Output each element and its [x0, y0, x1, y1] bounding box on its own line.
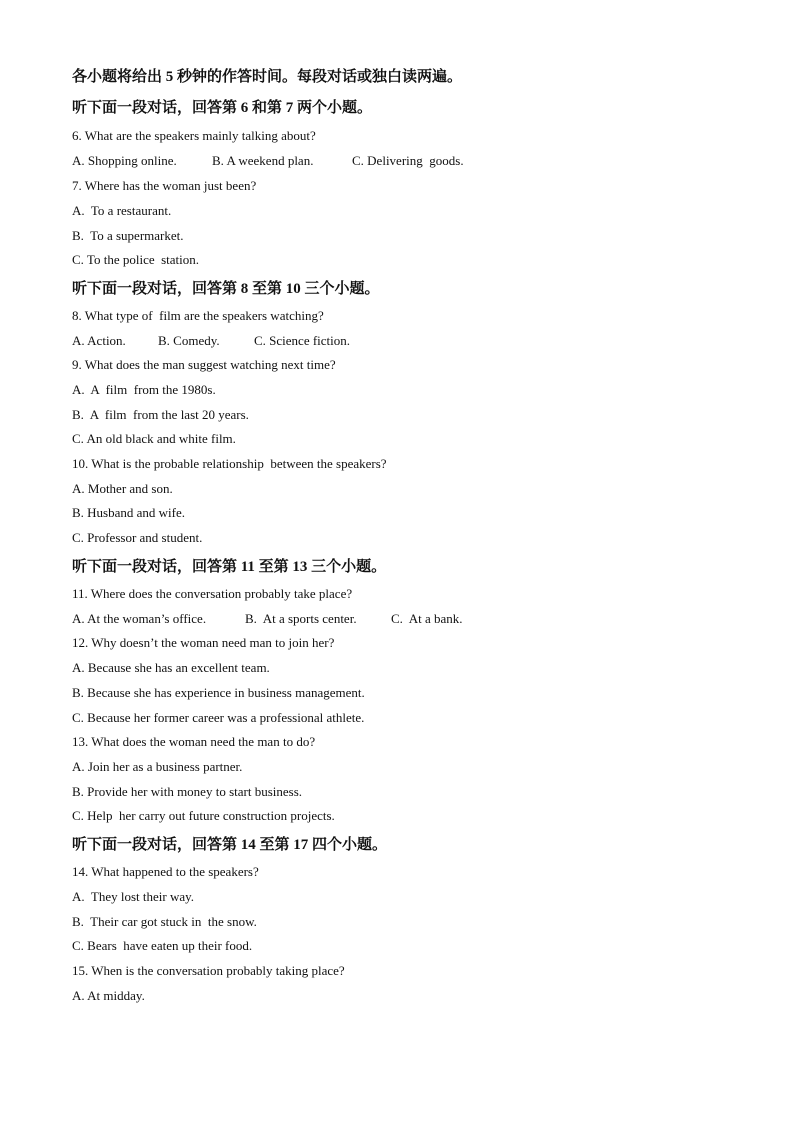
answer-option: B. A film from the last 20 years. [72, 407, 249, 422]
answer-option: C. At a bank. [391, 611, 463, 626]
answer-option: C. Delivering goods. [352, 153, 464, 168]
answer-option: C. Help her carry out future construction projects. [72, 808, 335, 823]
question-text: 6. What are the speakers mainly talking about? [72, 128, 316, 143]
question-text: 14. What happened to the speakers? [72, 864, 259, 879]
answer-option: A. Mother and son. [72, 481, 173, 496]
question-text: 11. Where does the conversation probably take place? [72, 586, 353, 601]
section-heading: 各小题将给出 5 秒钟的作答时间。每段对话或独白读两遍。 [72, 69, 463, 85]
answer-option: A. Because she has an excellent team. [72, 660, 270, 675]
answer-option: A. Join her as a business partner. [72, 759, 243, 774]
question-text: 15. When is the conversation probably taking place? [72, 963, 345, 978]
answer-option: B. A weekend plan. [212, 153, 314, 168]
section-heading: 听下面一段对话，回答第 14 至第 17 四个小题。 [72, 837, 388, 853]
answer-option: C. To the police station. [72, 252, 200, 267]
answer-option: B. Comedy. [158, 333, 220, 348]
answer-option: A. At midday. [72, 988, 145, 1003]
answer-option: C. Science fiction. [254, 333, 351, 348]
answer-option: B. To a supermarket. [72, 228, 184, 243]
question-text: 12. Why doesn’t the woman need man to join her? [72, 635, 335, 650]
answer-option: B. Their car got stuck in the snow. [72, 914, 257, 929]
section-heading: 听下面一段对话，回答第 6 和第 7 两个小题。 [72, 100, 373, 116]
question-text: 9. What does the man suggest watching next time? [72, 357, 336, 372]
question-text: 7. Where has the woman just been? [72, 178, 257, 193]
answer-option: B. At a sports center. [245, 611, 357, 626]
answer-option: A. Shopping online. [72, 153, 177, 168]
section-heading: 听下面一段对话，回答第 8 至第 10 三个小题。 [72, 281, 380, 297]
answer-option: B. Because she has experience in business management. [72, 685, 365, 700]
answer-option: A. At the woman’s office. [72, 611, 207, 626]
question-text: 8. What type of film are the speakers watching? [72, 308, 324, 323]
answer-option: A. They lost their way. [72, 889, 195, 904]
question-text: 13. What does the woman need the man to do? [72, 734, 316, 749]
answer-option: B. Husband and wife. [72, 505, 186, 520]
answer-option: A. Action. [72, 333, 126, 348]
answer-option: A. A film from the 1980s. [72, 382, 216, 397]
answer-option: C. Bears have eaten up their food. [72, 938, 253, 953]
answer-option: C. Because her former career was a professional athlete. [72, 710, 365, 725]
answer-option: C. An old black and white film. [72, 431, 236, 446]
answer-option: A. To a restaurant. [72, 203, 172, 218]
question-text: 10. What is the probable relationship between the speakers? [72, 456, 387, 471]
answer-option: B. Provide her with money to start business. [72, 784, 303, 799]
answer-option: C. Professor and student. [72, 530, 203, 545]
section-heading: 听下面一段对话，回答第 11 至第 13 三个小题。 [72, 559, 387, 575]
